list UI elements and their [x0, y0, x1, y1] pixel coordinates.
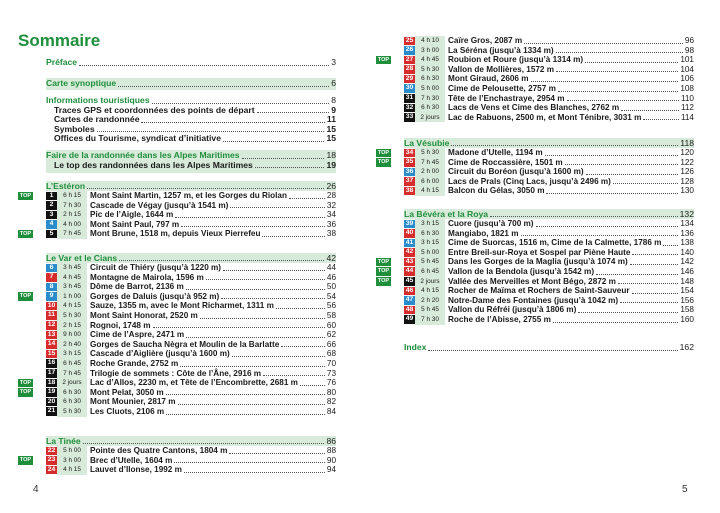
hike-title: Lac d’Allos, 2230 m, et Tête de l’Encombrette, 2681 m — [90, 378, 298, 388]
hike-duration: 3 h 15 — [415, 219, 445, 229]
toc-entry-top[interactable]: Le top des randonnées dans les Alpes Maritimes 19 — [54, 159, 336, 170]
top-badge: TOP — [377, 258, 390, 265]
hike-title: Rocher de Maïma et Rochers de Saint-Sauveur — [448, 286, 630, 296]
hike-duration: 5 h 00 — [57, 446, 87, 456]
hike-page: 66 — [326, 339, 336, 349]
toc-synoptic — [46, 78, 336, 90]
hike-entry[interactable] — [46, 282, 336, 292]
hike-duration: 3 h 00 — [57, 456, 87, 466]
hike-number: 46 — [405, 286, 414, 294]
hike-number: 38 — [405, 186, 414, 194]
hike-title: Cime de Roccassière, 1501 m — [448, 157, 563, 167]
hike-title: Madone d’Utelle, 1194 m — [448, 148, 543, 157]
hike-title: Pointe des Quatre Cantons, 1804 m — [90, 446, 228, 455]
hike-duration: 3 h 45 — [57, 282, 87, 292]
hike-title: Mont Saint Martin, 1257 m, et les Gorges du Riolan — [90, 191, 287, 200]
hike-duration: 5 h 00 — [415, 84, 445, 94]
hike-entry[interactable] — [404, 229, 694, 239]
hike-entry[interactable] — [19, 387, 336, 398]
hike-number: 32 — [405, 103, 414, 111]
hike-number: 39 — [405, 219, 414, 227]
hike-number: 20 — [47, 397, 56, 405]
hike-page: 80 — [326, 387, 336, 397]
hike-number: 7 — [46, 273, 57, 282]
hike-entry[interactable] — [46, 369, 336, 379]
hike-entry[interactable] — [46, 397, 336, 407]
hike-page: 82 — [326, 397, 336, 407]
hike-page: 130 — [680, 186, 694, 196]
hike-page: 110 — [680, 93, 694, 103]
toc-front-matter — [46, 58, 336, 68]
hike-title: Cascade de Végay (jusqu’à 1541 m) — [90, 200, 229, 210]
region-header[interactable] — [46, 436, 336, 446]
hike-duration: 4 h 15 — [57, 465, 87, 475]
hike-title: Circuit de Thiéry (jusqu’à 1220 m) — [90, 263, 222, 272]
top-badge: TOP — [377, 268, 390, 275]
hike-page: 38 — [326, 229, 336, 239]
hike-entry[interactable] — [404, 167, 694, 177]
hike-title: Pic de l’Aigle, 1644 m — [90, 210, 174, 220]
toc-subentry[interactable]: Traces GPS et coordonnées des points de départ 9 — [54, 104, 336, 115]
hike-title: Balcon du Gélas, 3050 m — [448, 186, 545, 196]
hike-number: 12 — [47, 321, 56, 329]
hike-number: 5 — [46, 230, 57, 239]
hike-page: 58 — [326, 310, 336, 320]
hike-entry[interactable] — [377, 257, 694, 267]
hike-duration: 2 h 15 — [57, 321, 87, 331]
hike-page: 158 — [680, 305, 694, 315]
hike-number: 8 — [46, 283, 57, 292]
hike-page: 154 — [680, 286, 694, 296]
hike-number: 9 — [46, 292, 57, 301]
hike-entry[interactable] — [46, 407, 336, 417]
top-badge: TOP — [377, 278, 390, 285]
toc-entry-preface[interactable]: Préface 3 — [46, 57, 336, 67]
region-page: 26 — [326, 181, 336, 191]
hike-entry[interactable] — [19, 191, 336, 201]
hike-entry[interactable] — [46, 301, 336, 311]
hike-title: Mont Brune, 1518 m, depuis Vieux Pierrefeu — [90, 229, 261, 239]
region-header[interactable] — [404, 209, 694, 219]
hike-page: 46 — [326, 272, 336, 282]
hike-title: Vallon de Mollières, 1572 m — [448, 64, 555, 74]
hike-page: 98 — [684, 45, 694, 55]
hike-duration: 2 h 00 — [415, 167, 445, 177]
hike-page: 156 — [680, 295, 694, 305]
hike-title: Trilogie de sommets : Côte de l’Âne, 2916 m — [90, 368, 262, 378]
hike-title: Cime de Pelousette, 2757 m — [448, 83, 556, 93]
hike-entry[interactable] — [404, 296, 694, 306]
hike-number: 22 — [47, 446, 56, 454]
hike-title: Roubion et Roure (jusqu’à 1314 m) — [448, 55, 584, 65]
region-header[interactable] — [46, 181, 336, 191]
region-tinee-continued — [377, 36, 694, 122]
top-badge: TOP — [19, 457, 32, 464]
hike-duration: 3 h 15 — [415, 238, 445, 248]
hike-entry[interactable] — [46, 210, 336, 220]
hike-duration: 6 h 30 — [415, 74, 445, 84]
hike-page: 138 — [680, 238, 694, 248]
hike-title: Vallée des Merveilles et Mont Bégo, 2872 m — [448, 276, 616, 286]
right-page — [360, 0, 720, 513]
hike-page: 90 — [326, 455, 336, 465]
hike-title: Vallon du Réfréi (jusqu’à 1806 m) — [448, 305, 577, 315]
hike-page: 120 — [680, 148, 694, 157]
hike-number: 25 — [405, 36, 414, 44]
region-esteron — [19, 181, 336, 239]
hike-number: 45 — [405, 277, 414, 285]
hike-number: 10 — [47, 301, 56, 309]
top-badge: TOP — [19, 379, 32, 386]
hike-duration: 2 jours — [415, 113, 445, 123]
hike-entry[interactable] — [46, 311, 336, 321]
hike-title: Entre Breil-sur-Roya et Sospel par Piène Haute — [448, 247, 631, 257]
hike-entry[interactable] — [404, 186, 694, 196]
hike-number: 31 — [405, 94, 414, 102]
hike-entry[interactable] — [46, 465, 336, 475]
hike-number: 37 — [405, 177, 414, 185]
hike-entry[interactable] — [404, 248, 694, 258]
hike-page: 34 — [326, 210, 336, 220]
region-vesubie — [377, 138, 694, 196]
hike-duration: 4 h 45 — [57, 273, 87, 283]
page-number-left: 4 — [33, 484, 39, 495]
hike-entry[interactable] — [377, 266, 694, 277]
hike-duration: 2 h 15 — [57, 210, 87, 220]
hike-number: 18 — [47, 378, 56, 386]
hike-entry[interactable] — [404, 65, 694, 75]
top-badge: TOP — [19, 192, 32, 199]
hike-duration: 6 h 15 — [57, 191, 87, 201]
region-title: La Tinée — [46, 436, 81, 446]
hike-entry[interactable] — [46, 340, 336, 350]
hike-number: 14 — [47, 340, 56, 348]
hike-page: 70 — [326, 358, 336, 368]
hike-entry[interactable] — [404, 238, 694, 248]
toc-entry-info[interactable]: Informations touristiques 8 — [46, 95, 336, 105]
hike-title: Lacs de Vens et Cime des Blanches, 2762 m — [448, 103, 620, 113]
hike-page: 114 — [680, 112, 694, 122]
hike-number: 16 — [47, 359, 56, 367]
hike-duration: 6 h 00 — [415, 177, 445, 187]
hike-page: 108 — [680, 83, 694, 93]
hike-title: Rognoi, 1748 m — [90, 320, 151, 330]
hike-entry[interactable] — [404, 219, 694, 229]
hike-title: Mont Saint Paul, 797 m — [90, 219, 180, 229]
top-badge: TOP — [19, 230, 32, 237]
top-badge: TOP — [19, 293, 32, 300]
hike-number: 28 — [405, 65, 414, 73]
hike-duration: 5 h 30 — [57, 311, 87, 321]
hike-entry[interactable] — [377, 148, 694, 158]
hike-page: 96 — [684, 36, 694, 45]
toc-subentry[interactable]: Cartes de randonnée 11 — [54, 114, 336, 125]
hike-page: 84 — [326, 406, 336, 416]
region-title: La Vésubie — [404, 138, 450, 148]
region-header[interactable] — [404, 138, 694, 148]
hike-title: La Séréna (jusqu’à 1334 m) — [448, 45, 554, 55]
hike-duration: 4 h 15 — [415, 186, 445, 196]
hike-number: 6 — [46, 264, 57, 273]
page-title: Sommaire — [18, 31, 101, 50]
hike-number: 47 — [405, 296, 414, 304]
region-page: 42 — [326, 253, 336, 263]
hike-page: 56 — [326, 301, 336, 311]
hike-title: Gorges de Daluis (jusqu’à 952 m) — [90, 291, 220, 301]
page-number-right: 5 — [682, 484, 688, 495]
region-var-cians — [19, 253, 336, 417]
hike-page: 60 — [326, 320, 336, 330]
hike-number: 23 — [47, 456, 56, 464]
hike-number: 41 — [405, 238, 414, 246]
hike-title: Dans les Gorges de la Maglia (jusqu’à 1074 m) — [448, 257, 628, 267]
top-badge: TOP — [377, 159, 390, 166]
hike-page: 126 — [680, 167, 694, 177]
hike-duration: 2 jours — [415, 277, 445, 287]
hike-entry[interactable] — [377, 55, 694, 65]
hike-entry[interactable] — [377, 157, 694, 168]
hike-entry[interactable] — [404, 103, 694, 113]
hike-entry[interactable] — [46, 201, 336, 211]
hike-page: 62 — [326, 330, 336, 340]
hike-number: 44 — [405, 267, 414, 275]
hike-title: Lauvet d’Ilonse, 1992 m — [90, 465, 182, 475]
hike-duration: 6 h 45 — [415, 267, 445, 277]
hike-title: Cime de Suorcas, 1516 m, Cime de la Calmette, 1786 m — [448, 238, 662, 248]
hike-duration: 6 h 30 — [415, 103, 445, 113]
hike-duration: 1 h 00 — [57, 292, 87, 302]
hike-title: Vallon de la Bendola (jusqu’à 1542 m) — [448, 266, 595, 276]
hike-page: 106 — [680, 74, 694, 84]
hike-title: Mont Saint Honorat, 2520 m — [90, 310, 198, 320]
hike-duration: 5 h 30 — [57, 407, 87, 417]
region-tinee — [19, 436, 336, 475]
hike-entry[interactable] — [404, 74, 694, 84]
hike-page: 146 — [680, 266, 694, 276]
hike-number: 36 — [405, 167, 414, 175]
hike-duration: 7 h 30 — [415, 94, 445, 104]
region-page: 86 — [326, 436, 336, 446]
hike-duration: 7 h 30 — [415, 315, 445, 325]
hike-number: 49 — [405, 315, 414, 323]
hike-number: 19 — [47, 388, 56, 396]
hike-number: 27 — [405, 55, 414, 63]
hike-number: 40 — [405, 229, 414, 237]
top-badge: TOP — [377, 56, 390, 63]
hike-duration: 6 h 30 — [57, 397, 87, 407]
region-page: 118 — [680, 138, 694, 148]
hike-entry[interactable] — [19, 229, 336, 239]
hike-number: 26 — [405, 46, 414, 54]
hike-page: 88 — [326, 446, 336, 455]
hike-page: 32 — [326, 200, 336, 210]
hike-title: Gorges de Saucha Nègra et Moulin de la Barlatte — [90, 339, 280, 349]
hike-number: 4 — [46, 220, 57, 229]
region-title: La Bévéra et la Roya — [404, 209, 489, 219]
hike-duration: 3 h 15 — [57, 349, 87, 359]
hike-number: 21 — [47, 407, 56, 415]
hike-entry[interactable] — [19, 455, 336, 466]
hike-entry[interactable] — [404, 94, 694, 104]
region-title: L’Estéron — [46, 181, 86, 191]
hike-duration: 5 h 30 — [415, 148, 445, 158]
hike-number: 17 — [47, 369, 56, 377]
hike-duration: 6 h 30 — [57, 388, 87, 398]
hike-page: 148 — [680, 276, 694, 286]
toc-subentry[interactable]: Offices du Tourisme, syndicat d’initiative 15 — [54, 133, 336, 144]
hike-page: 68 — [326, 349, 336, 359]
hike-entry[interactable] — [404, 177, 694, 187]
hike-entry[interactable] — [377, 276, 694, 287]
hike-title: Mangiabo, 1821 m — [448, 228, 519, 238]
hike-page: 128 — [680, 176, 694, 186]
region-page: 132 — [679, 209, 694, 219]
hike-duration: 9 h 00 — [57, 330, 87, 340]
hike-page: 112 — [680, 103, 694, 113]
hike-title: Cime de l’Aspre, 2471 m — [90, 330, 185, 340]
toc-info — [46, 96, 336, 144]
hike-page: 36 — [326, 219, 336, 229]
hike-number: 1 — [46, 192, 57, 201]
hike-page: 28 — [326, 191, 336, 200]
hike-entry[interactable] — [19, 378, 336, 388]
hike-duration: 5 h 45 — [415, 257, 445, 267]
hike-page: 140 — [680, 247, 694, 257]
hike-page: 73 — [326, 368, 336, 378]
hike-duration: 5 h 45 — [415, 305, 445, 315]
hike-duration: 2 h 40 — [57, 340, 87, 350]
hike-duration: 7 h 30 — [57, 201, 87, 211]
hike-duration: 4 h 00 — [57, 220, 87, 230]
top-badge: TOP — [377, 149, 390, 156]
hike-number: 34 — [405, 148, 414, 156]
hike-entry[interactable] — [404, 315, 694, 325]
hike-page: 136 — [680, 228, 694, 238]
region-header[interactable] — [46, 253, 336, 263]
hike-number: 2 — [46, 201, 57, 210]
hike-number: 42 — [405, 248, 414, 256]
region-bevera-roya — [377, 209, 694, 325]
hike-duration: 7 h 45 — [415, 158, 445, 168]
hike-entry[interactable] — [404, 113, 694, 123]
hike-duration: 3 h 45 — [57, 263, 87, 273]
hike-page: 122 — [680, 157, 694, 167]
hike-entry[interactable] — [46, 263, 336, 273]
hike-duration: 5 h 30 — [415, 65, 445, 75]
hike-number: 43 — [405, 257, 414, 265]
hike-entry[interactable] — [404, 46, 694, 56]
hike-page: 104 — [680, 64, 694, 74]
hike-duration: 4 h 15 — [57, 301, 87, 311]
hike-number: 11 — [47, 311, 56, 319]
hike-entry[interactable] — [46, 220, 336, 230]
hike-title: Brec d’Utelle, 1604 m — [90, 455, 173, 465]
top-badge: TOP — [19, 389, 32, 396]
hike-title: Circuit du Boréon (jusqu’à 1600 m) — [448, 167, 584, 177]
hike-page: 94 — [326, 465, 336, 475]
toc-entry-faire[interactable]: Faire de la randonnée dans les Alpes Maritimes 18 — [46, 150, 336, 160]
hike-number: 30 — [405, 84, 414, 92]
hike-duration: 6 h 30 — [415, 229, 445, 239]
hike-page: 44 — [326, 263, 336, 272]
hike-duration: 5 h 00 — [415, 248, 445, 258]
hike-page: 160 — [680, 314, 694, 324]
hike-title: Caïre Gros, 2087 m — [448, 36, 523, 45]
hike-title: Tête de l’Enchastraye, 2954 m — [448, 93, 565, 103]
hike-number: 29 — [405, 74, 414, 82]
hike-title: Cascade d’Aiglière (jusqu’à 1600 m) — [90, 349, 230, 359]
hike-page: 50 — [326, 282, 336, 292]
hike-page: 134 — [680, 219, 694, 228]
hike-entry[interactable] — [404, 84, 694, 94]
hike-title: Sauze, 1355 m, avec le Mont Richarmet, 1311 m — [90, 301, 274, 311]
hike-page: 101 — [680, 55, 694, 65]
hike-duration: 3 h 00 — [415, 46, 445, 56]
hike-page: 142 — [680, 257, 694, 267]
hike-entry[interactable] — [404, 286, 694, 296]
hike-page: 54 — [326, 291, 336, 301]
hike-duration: 7 h 45 — [57, 229, 87, 239]
hike-title: Roche Grande, 2752 m — [90, 358, 179, 368]
hike-duration: 2 h 20 — [415, 296, 445, 306]
toc-entry-synoptic-map[interactable]: Carte synoptique 6 — [46, 78, 336, 88]
hike-number: 48 — [405, 305, 414, 313]
hike-page: 76 — [326, 378, 336, 388]
hike-duration: 2 jours — [57, 378, 87, 388]
hike-number: 35 — [405, 158, 414, 166]
hike-title: Cuore (jusqu’à 700 m) — [448, 219, 534, 228]
hike-number: 33 — [405, 113, 414, 121]
hike-duration: 7 h 45 — [57, 369, 87, 379]
hike-entry[interactable] — [46, 321, 336, 331]
region-title: Le Var et le Cians — [46, 253, 118, 263]
hike-entry[interactable] — [46, 330, 336, 340]
hike-entry[interactable] — [46, 349, 336, 359]
hike-title: Notre-Dame des Fontaines (jusqu’à 1042 m) — [448, 295, 619, 305]
hike-entry[interactable] — [404, 305, 694, 315]
hike-title: Lacs de Prals (Cinq Lacs, jusqu’à 2496 m) — [448, 176, 611, 186]
hike-title: Dôme de Barrot, 2136 m — [90, 282, 184, 292]
hike-title: Mont Pelat, 3050 m — [90, 387, 164, 397]
hike-title: Mont Giraud, 2606 m — [448, 74, 529, 84]
hike-entry[interactable] — [46, 446, 336, 456]
hike-title: Les Cluots, 2106 m — [90, 406, 165, 416]
hike-entry[interactable] — [404, 36, 694, 46]
hike-duration: 4 h 15 — [415, 286, 445, 296]
hike-entry[interactable] — [19, 291, 336, 302]
hike-duration: 4 h 45 — [415, 55, 445, 65]
toc-entry-index[interactable]: Index 162 — [404, 342, 694, 352]
hike-title: Mont Mounier, 2817 m — [90, 397, 176, 407]
hike-title: Roche de l’Abisse, 2755 m — [448, 314, 551, 324]
hike-number: 3 — [46, 211, 57, 220]
hike-entry[interactable] — [46, 359, 336, 369]
toc-subentry[interactable]: Symboles 15 — [54, 123, 336, 134]
hike-title: Lac de Rabuons, 2500 m, et Mont Ténibre, 3031 m — [448, 112, 642, 122]
hike-number: 24 — [47, 465, 56, 473]
toc-index — [404, 343, 694, 353]
hike-duration: 4 h 10 — [415, 36, 445, 46]
hike-title: Montagne de Mairola, 1596 m — [90, 272, 204, 282]
hike-duration: 6 h 45 — [57, 359, 87, 369]
hike-number: 15 — [47, 349, 56, 357]
hike-entry[interactable] — [46, 273, 336, 283]
toc-faire — [46, 150, 336, 173]
hike-number: 13 — [47, 330, 56, 338]
